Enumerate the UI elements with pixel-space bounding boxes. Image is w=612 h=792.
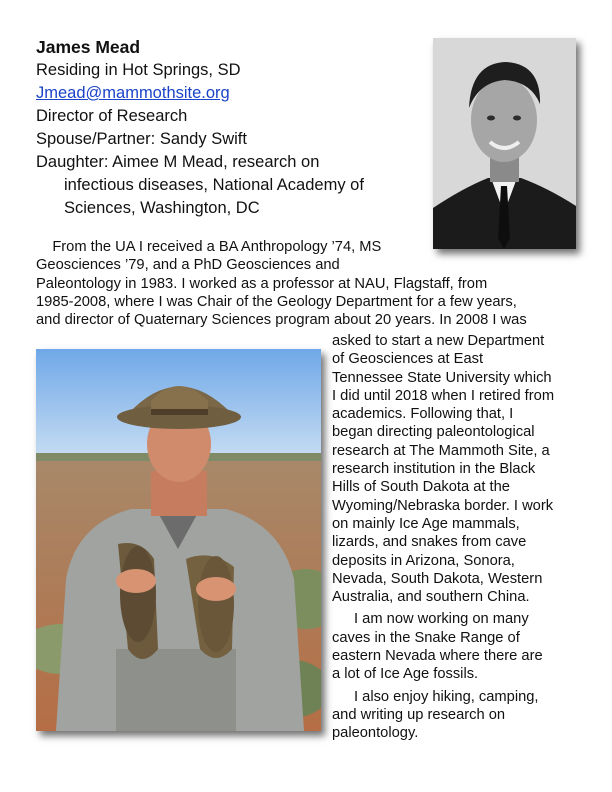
bio-line: and writing up research on <box>332 706 506 723</box>
bio-line: I am now working on many <box>354 611 529 628</box>
bio-line: I also enjoy hiking, camping, <box>354 688 539 705</box>
bio-line: deposits in Arizona, Sonora, <box>332 552 515 569</box>
bio-line: paleontology. <box>332 725 419 742</box>
residence: Residing in Hot Springs, SD <box>36 61 241 79</box>
bio-line: asked to start a new Department <box>332 333 545 349</box>
bio-line: Hills of South Dakota at the <box>332 479 510 496</box>
bio-line: Nevada, South Dakota, Western <box>332 570 543 587</box>
bio-line: eastern Nevada where there are <box>332 648 543 665</box>
bio-line: From the UA I received a BA Anthropology ’74, MS <box>36 239 382 255</box>
bio-line: lizards, and snakes from cave <box>332 534 527 551</box>
bio-line: 1985-2008, where I was Chair of the Geology Department for a few years, <box>36 293 517 310</box>
bio-line: research at The Mammoth Site, a <box>332 442 550 459</box>
bio-line: Wyoming/Nebraska border. I work <box>332 497 554 514</box>
email-link[interactable]: Jmead@mammothsite.org <box>36 84 230 102</box>
spouse: Spouse/Partner: Sandy Swift <box>36 130 247 148</box>
bio-line: I did until 2018 when I retired from <box>332 387 555 404</box>
bio-line: and director of Quaternary Sciences program about 20 years. In 2008 I was <box>36 312 527 329</box>
bio-line: Australia, and southern China. <box>332 589 530 606</box>
job-title: Director of Research <box>36 107 188 125</box>
bio-line: caves in the Snake Range of <box>332 629 520 646</box>
bio-line: Paleontology in 1983. I worked as a professor at NAU, Flagstaff, from <box>36 275 488 292</box>
bio-line: Geosciences ’79, and a PhD Geosciences and <box>36 257 340 274</box>
bio-line: of Geosciences at East <box>332 351 484 368</box>
field-photo <box>36 349 321 731</box>
profile-header <box>36 36 416 220</box>
bio-line: Tennessee State University which <box>332 369 552 386</box>
portrait-photo <box>433 38 576 249</box>
bio-line: began directing paleontological <box>332 424 535 441</box>
bio-line: academics. Following that, I <box>332 406 514 423</box>
person-name: James Mead <box>36 37 141 57</box>
bio-intro <box>36 238 576 329</box>
daughter-line: infectious diseases, National Academy of <box>64 176 364 194</box>
bio-column <box>332 332 582 743</box>
daughter-line: Sciences, Washington, DC <box>64 199 260 217</box>
bio-line: on mainly Ice Age mammals, <box>332 515 520 532</box>
bio-line: research institution in the Black <box>332 461 536 478</box>
daughter-line: Daughter: Aimee M Mead, research on <box>36 153 320 171</box>
bio-line: a lot of Ice Age fossils. <box>332 666 479 683</box>
